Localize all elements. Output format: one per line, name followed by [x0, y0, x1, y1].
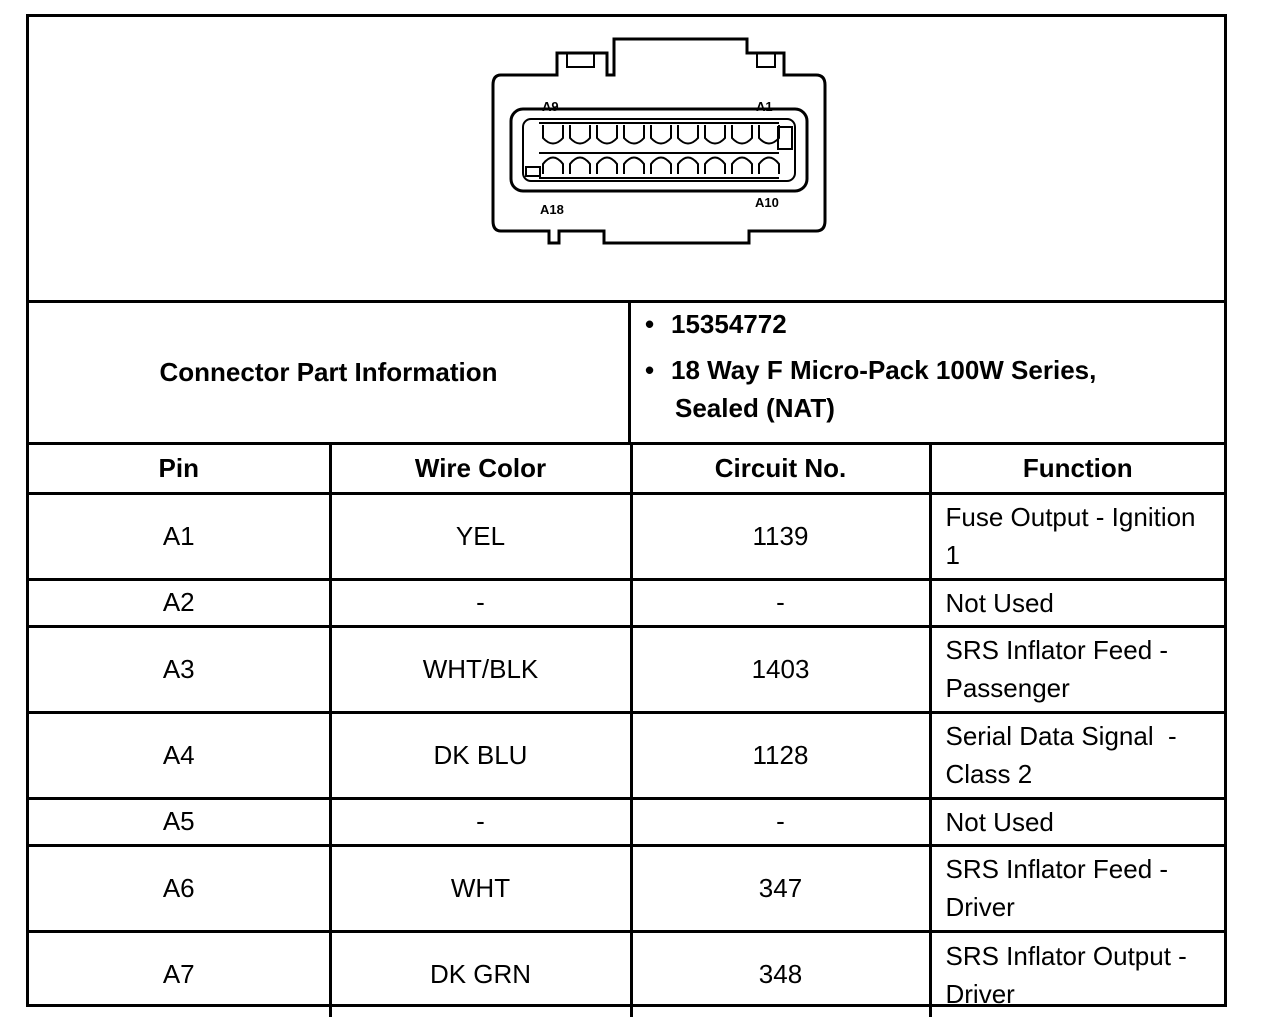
terminal-cavity-row-bottom: [543, 158, 779, 175]
function-line: Not Used: [945, 806, 1054, 837]
cell-circuit-no: 1403: [631, 626, 930, 712]
function-line: Class 2: [945, 759, 1033, 789]
table-row: [29, 845, 1224, 931]
table-row: [29, 931, 1224, 1017]
connector-face-diagram: [29, 17, 1224, 300]
cell-wire-color: WHT/BLK: [330, 626, 631, 712]
table-row: [29, 493, 1224, 579]
header-pin: Pin: [29, 445, 330, 493]
cell-function: [930, 931, 1224, 1017]
table-row: [29, 712, 1224, 798]
cell-circuit-no: -: [631, 579, 930, 626]
function-line: SRS Inflator Feed -: [945, 854, 1169, 884]
cell-function: [930, 712, 1224, 798]
function-line: Fuse Output - Ignition: [945, 502, 1196, 532]
cell-function: [930, 798, 1224, 845]
header-function: Function: [930, 445, 1224, 493]
bullet-icon: •: [645, 309, 655, 339]
cell-function: [930, 626, 1224, 712]
cell-circuit-no: 1139: [631, 493, 930, 579]
part-description-line-1: 18 Way F Micro-Pack 100W Series,: [671, 355, 1097, 385]
cell-pin: A1: [29, 493, 330, 579]
cell-wire-color: DK BLU: [330, 712, 631, 798]
bullet-icon: •: [645, 355, 655, 385]
function-line: 1: [945, 540, 960, 570]
table-row: [29, 626, 1224, 712]
cell-circuit-no: 1128: [631, 712, 930, 798]
cell-function: [930, 579, 1224, 626]
cell-wire-color: -: [330, 798, 631, 845]
part-description-item: [645, 351, 1096, 427]
part-number-item: [645, 305, 787, 343]
connector-part-info-label: Connector Part Information: [29, 303, 631, 442]
pin-label-a18: A18: [540, 202, 564, 217]
cell-circuit-no: 347: [631, 845, 930, 931]
cell-wire-color: -: [330, 579, 631, 626]
pin-label-a9: A9: [542, 99, 559, 114]
cell-function: [930, 493, 1224, 579]
function-line: SRS Inflator Feed -: [945, 635, 1169, 665]
header-circuit-no: Circuit No.: [631, 445, 930, 493]
header-wire-color: Wire Color: [330, 445, 631, 493]
connector-part-info-details: [631, 303, 1224, 442]
cell-circuit-no: 348: [631, 931, 930, 1017]
connector-sheet: [26, 14, 1227, 1007]
pin-label-a10: A10: [755, 195, 779, 210]
pin-table: [29, 445, 1224, 1017]
function-line: Not Used: [945, 587, 1054, 618]
table-row: [29, 798, 1224, 845]
cell-circuit-no: -: [631, 798, 930, 845]
cell-pin: A2: [29, 579, 330, 626]
connector-part-info-row: [29, 303, 1224, 445]
cell-pin: A4: [29, 712, 330, 798]
pin-label-a1: A1: [756, 99, 773, 114]
function-line: Driver: [945, 892, 1015, 922]
part-description-line-2: Sealed (NAT): [675, 393, 835, 423]
cell-pin: A5: [29, 798, 330, 845]
cell-pin: A7: [29, 931, 330, 1017]
table-row: [29, 579, 1224, 626]
cell-pin: A6: [29, 845, 330, 931]
cell-wire-color: WHT: [330, 845, 631, 931]
pin-table-header: [29, 445, 1224, 493]
function-line: Driver: [945, 978, 1015, 1009]
function-line: SRS Inflator Output -: [945, 940, 1187, 971]
cell-function: [930, 845, 1224, 931]
part-number: 15354772: [671, 309, 787, 339]
function-line: Serial Data Signal -: [945, 721, 1177, 751]
connector-diagram-cell: [29, 17, 1224, 303]
cell-wire-color: DK GRN: [330, 931, 631, 1017]
cell-pin: A3: [29, 626, 330, 712]
cell-wire-color: YEL: [330, 493, 631, 579]
function-line: Passenger: [945, 673, 1070, 703]
terminal-cavity-row-top: [543, 125, 779, 144]
